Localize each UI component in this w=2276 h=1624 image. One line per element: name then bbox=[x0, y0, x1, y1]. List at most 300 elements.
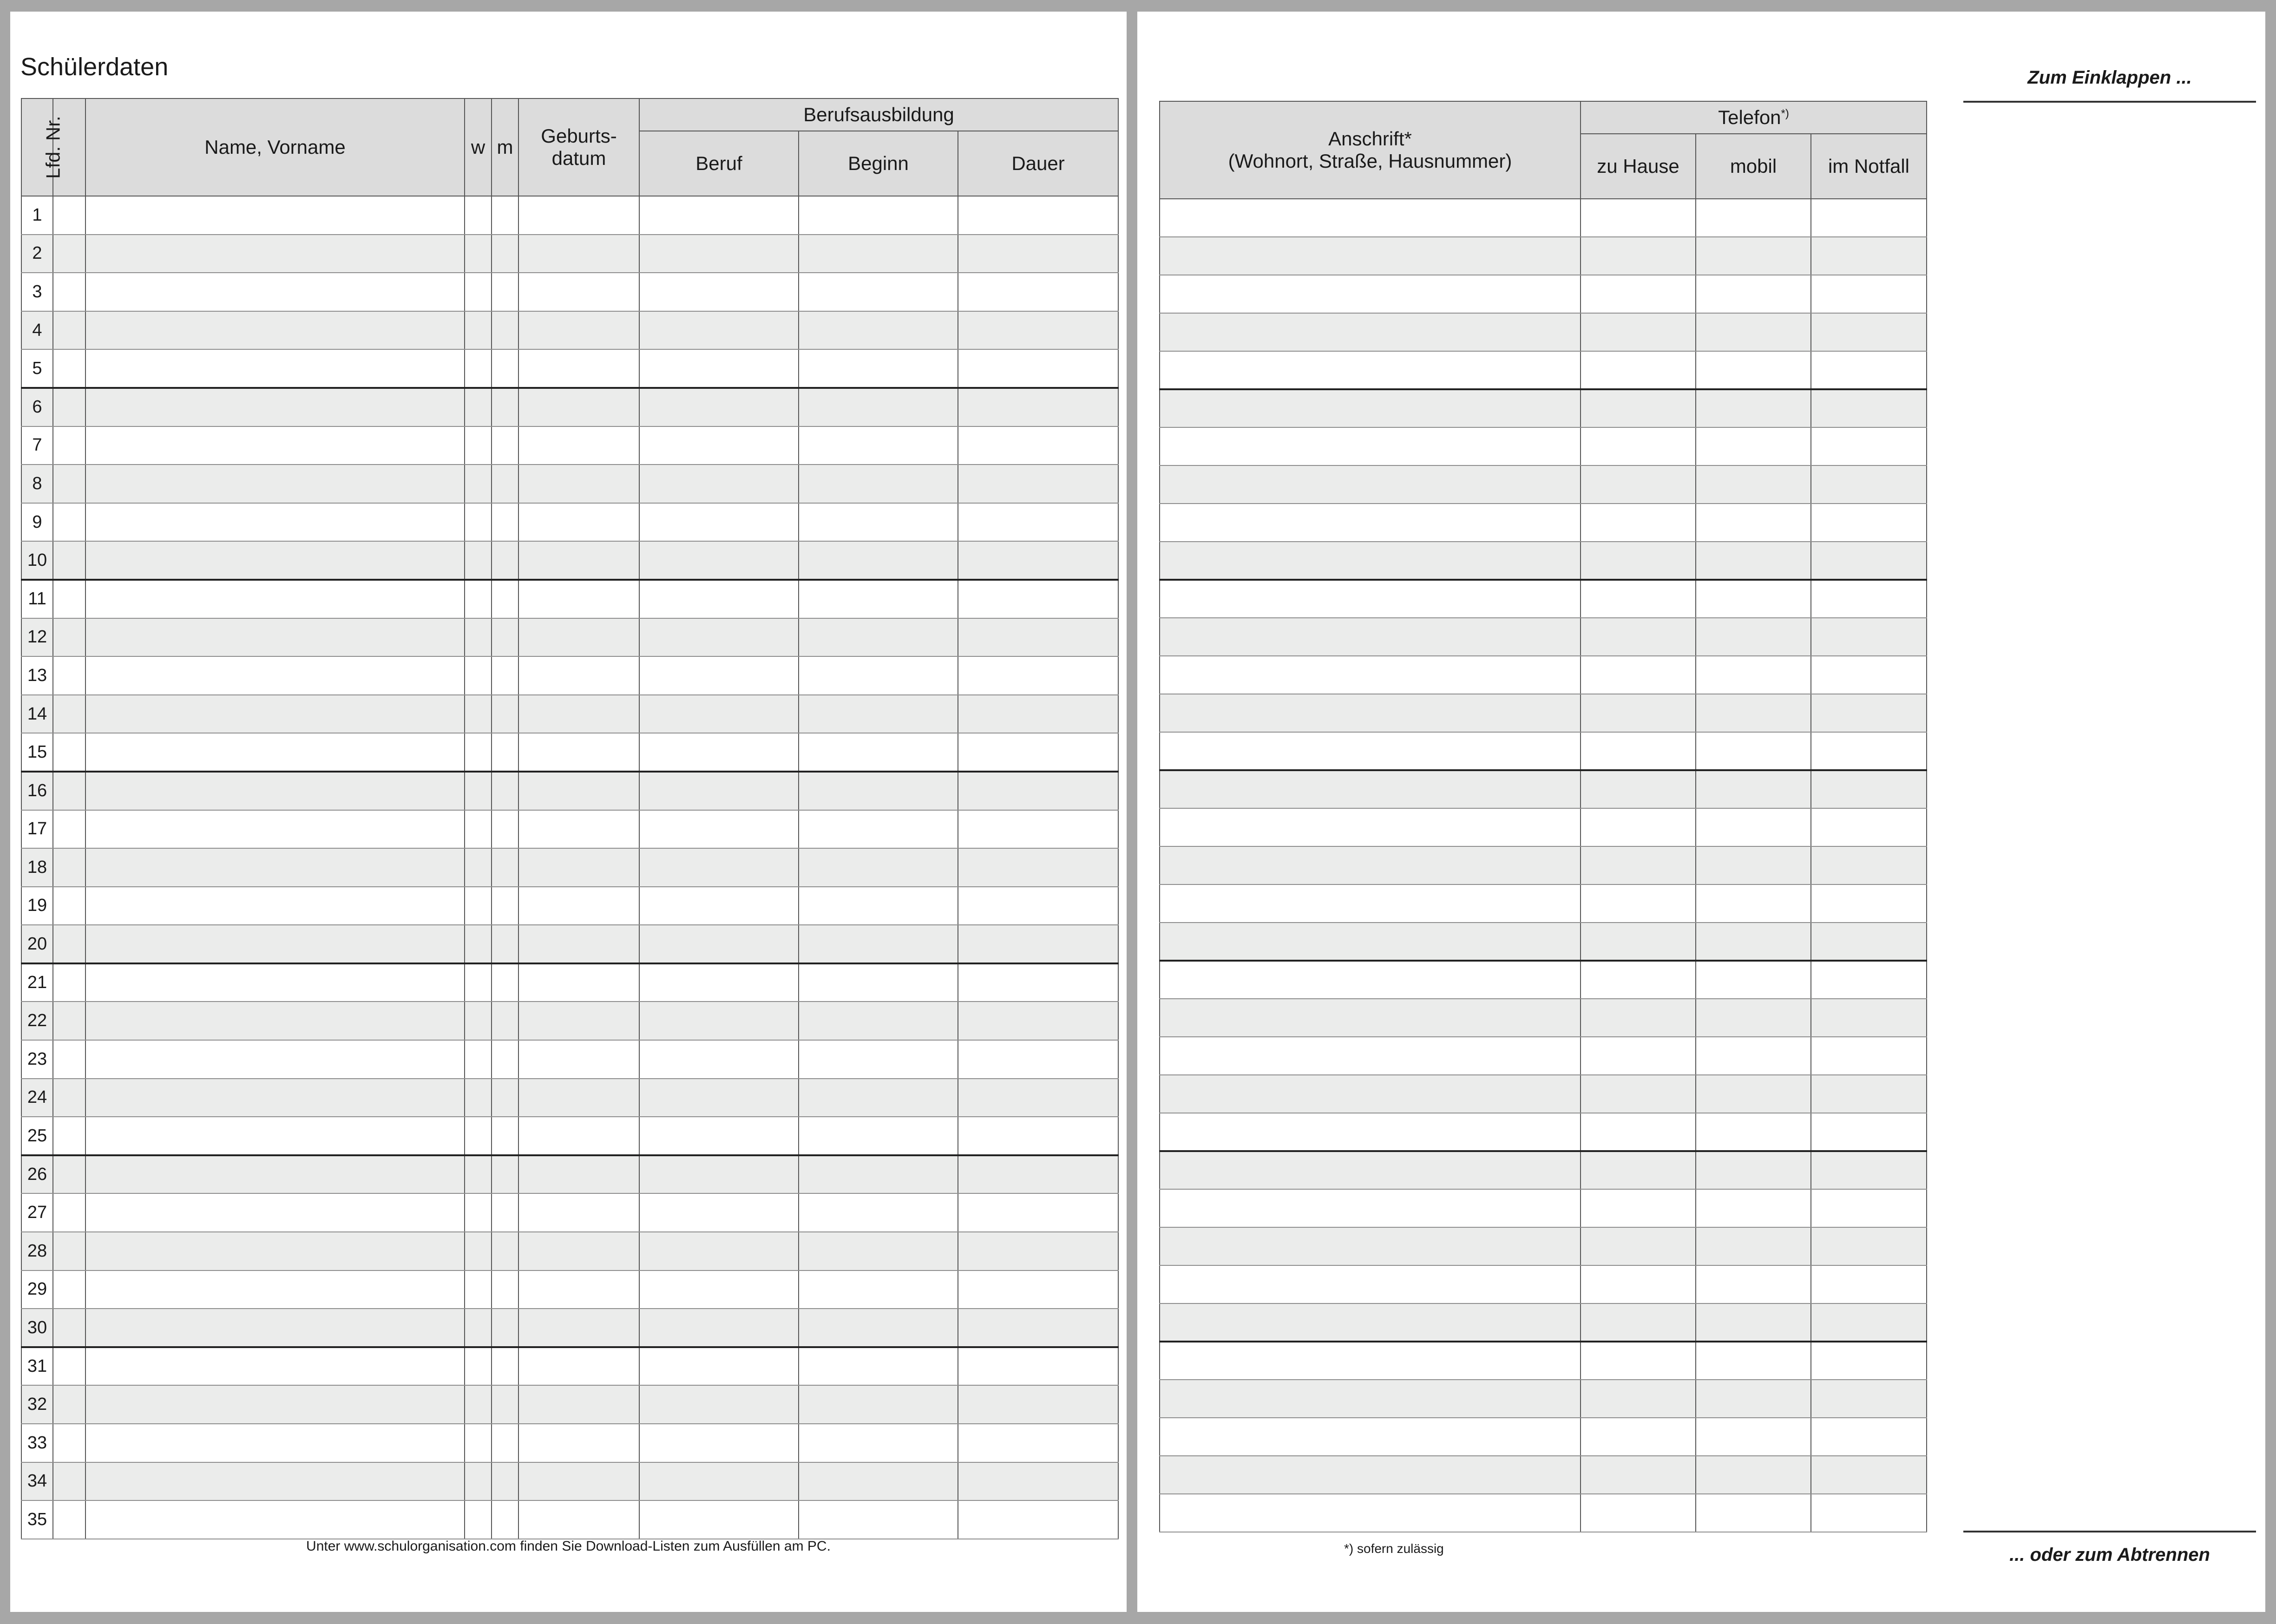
cell-anschrift[interactable] bbox=[1160, 999, 1581, 1037]
cell-anschrift[interactable] bbox=[1160, 1418, 1581, 1456]
cell-mobil[interactable] bbox=[1696, 1494, 1811, 1532]
cell-geburtsdatum[interactable] bbox=[518, 1117, 639, 1155]
cell-beginn[interactable] bbox=[799, 580, 958, 618]
cell-beginn[interactable] bbox=[799, 810, 958, 849]
cell-anschrift[interactable] bbox=[1160, 846, 1581, 884]
cell-dauer[interactable] bbox=[958, 235, 1118, 273]
cell-w[interactable] bbox=[465, 1155, 492, 1194]
cell-name[interactable] bbox=[85, 311, 465, 350]
cell-im-notfall[interactable] bbox=[1811, 1227, 1927, 1265]
cell-w[interactable] bbox=[465, 1462, 492, 1501]
cell-geburtsdatum[interactable] bbox=[518, 1193, 639, 1232]
cell-beginn[interactable] bbox=[799, 1309, 958, 1347]
cell-m[interactable] bbox=[492, 695, 518, 733]
cell-beginn[interactable] bbox=[799, 465, 958, 503]
cell-beruf[interactable] bbox=[639, 1002, 799, 1040]
cell-geburtsdatum[interactable] bbox=[518, 273, 639, 311]
cell-im-notfall[interactable] bbox=[1811, 389, 1927, 427]
cell-im-notfall[interactable] bbox=[1811, 1303, 1927, 1342]
cell-dauer[interactable] bbox=[958, 925, 1118, 963]
cell-beginn[interactable] bbox=[799, 1347, 958, 1386]
cell-im-notfall[interactable] bbox=[1811, 732, 1927, 770]
cell-zu-hause[interactable] bbox=[1581, 389, 1696, 427]
cell-anschrift[interactable] bbox=[1160, 923, 1581, 961]
cell-im-notfall[interactable] bbox=[1811, 1456, 1927, 1494]
cell-beginn[interactable] bbox=[799, 1500, 958, 1539]
cell-dauer[interactable] bbox=[958, 848, 1118, 887]
cell-w[interactable] bbox=[465, 465, 492, 503]
cell-m[interactable] bbox=[492, 772, 518, 810]
cell-m[interactable] bbox=[492, 235, 518, 273]
cell-w[interactable] bbox=[465, 426, 492, 465]
cell-w[interactable] bbox=[465, 695, 492, 733]
cell-beruf[interactable] bbox=[639, 580, 799, 618]
cell-anschrift[interactable] bbox=[1160, 389, 1581, 427]
cell-im-notfall[interactable] bbox=[1811, 999, 1927, 1037]
cell-mobil[interactable] bbox=[1696, 275, 1811, 313]
cell-name[interactable] bbox=[85, 618, 465, 657]
cell-zu-hause[interactable] bbox=[1581, 884, 1696, 923]
cell-name[interactable] bbox=[85, 1500, 465, 1539]
cell-im-notfall[interactable] bbox=[1811, 846, 1927, 884]
cell-beginn[interactable] bbox=[799, 1117, 958, 1155]
cell-name[interactable] bbox=[85, 580, 465, 618]
cell-beginn[interactable] bbox=[799, 426, 958, 465]
cell-mobil[interactable] bbox=[1696, 542, 1811, 580]
cell-dauer[interactable] bbox=[958, 1462, 1118, 1501]
cell-geburtsdatum[interactable] bbox=[518, 810, 639, 849]
cell-mobil[interactable] bbox=[1696, 1418, 1811, 1456]
cell-mobil[interactable] bbox=[1696, 351, 1811, 389]
cell-zu-hause[interactable] bbox=[1581, 1075, 1696, 1113]
cell-beruf[interactable] bbox=[639, 1385, 799, 1424]
cell-beruf[interactable] bbox=[639, 733, 799, 772]
cell-m[interactable] bbox=[492, 887, 518, 925]
cell-beginn[interactable] bbox=[799, 1040, 958, 1079]
cell-dauer[interactable] bbox=[958, 963, 1118, 1002]
cell-dauer[interactable] bbox=[958, 503, 1118, 542]
cell-zu-hause[interactable] bbox=[1581, 1342, 1696, 1380]
cell-dauer[interactable] bbox=[958, 1424, 1118, 1462]
cell-im-notfall[interactable] bbox=[1811, 808, 1927, 846]
cell-zu-hause[interactable] bbox=[1581, 618, 1696, 656]
cell-beginn[interactable] bbox=[799, 1232, 958, 1270]
cell-im-notfall[interactable] bbox=[1811, 427, 1927, 465]
cell-mobil[interactable] bbox=[1696, 1075, 1811, 1113]
cell-mobil[interactable] bbox=[1696, 199, 1811, 237]
cell-mobil[interactable] bbox=[1696, 884, 1811, 923]
cell-name[interactable] bbox=[85, 1385, 465, 1424]
cell-anschrift[interactable] bbox=[1160, 351, 1581, 389]
cell-dauer[interactable] bbox=[958, 656, 1118, 695]
cell-anschrift[interactable] bbox=[1160, 1113, 1581, 1151]
cell-beruf[interactable] bbox=[639, 925, 799, 963]
cell-zu-hause[interactable] bbox=[1581, 237, 1696, 275]
cell-im-notfall[interactable] bbox=[1811, 656, 1927, 694]
cell-mobil[interactable] bbox=[1696, 1303, 1811, 1342]
cell-geburtsdatum[interactable] bbox=[518, 1309, 639, 1347]
cell-m[interactable] bbox=[492, 426, 518, 465]
cell-beginn[interactable] bbox=[799, 656, 958, 695]
cell-geburtsdatum[interactable] bbox=[518, 887, 639, 925]
cell-m[interactable] bbox=[492, 618, 518, 657]
cell-name[interactable] bbox=[85, 1309, 465, 1347]
cell-anschrift[interactable] bbox=[1160, 1037, 1581, 1075]
cell-zu-hause[interactable] bbox=[1581, 542, 1696, 580]
cell-mobil[interactable] bbox=[1696, 618, 1811, 656]
cell-im-notfall[interactable] bbox=[1811, 465, 1927, 504]
cell-zu-hause[interactable] bbox=[1581, 1189, 1696, 1227]
cell-beginn[interactable] bbox=[799, 772, 958, 810]
cell-beginn[interactable] bbox=[799, 695, 958, 733]
cell-geburtsdatum[interactable] bbox=[518, 235, 639, 273]
cell-name[interactable] bbox=[85, 426, 465, 465]
cell-zu-hause[interactable] bbox=[1581, 770, 1696, 808]
cell-beginn[interactable] bbox=[799, 1155, 958, 1194]
cell-dauer[interactable] bbox=[958, 311, 1118, 350]
cell-im-notfall[interactable] bbox=[1811, 199, 1927, 237]
cell-mobil[interactable] bbox=[1696, 1113, 1811, 1151]
cell-geburtsdatum[interactable] bbox=[518, 1500, 639, 1539]
cell-geburtsdatum[interactable] bbox=[518, 1155, 639, 1194]
cell-w[interactable] bbox=[465, 848, 492, 887]
cell-name[interactable] bbox=[85, 1002, 465, 1040]
cell-anschrift[interactable] bbox=[1160, 1494, 1581, 1532]
cell-beruf[interactable] bbox=[639, 1193, 799, 1232]
cell-beruf[interactable] bbox=[639, 1500, 799, 1539]
cell-m[interactable] bbox=[492, 541, 518, 580]
cell-anschrift[interactable] bbox=[1160, 504, 1581, 542]
cell-m[interactable] bbox=[492, 580, 518, 618]
cell-geburtsdatum[interactable] bbox=[518, 388, 639, 426]
cell-im-notfall[interactable] bbox=[1811, 618, 1927, 656]
cell-m[interactable] bbox=[492, 656, 518, 695]
cell-im-notfall[interactable] bbox=[1811, 1075, 1927, 1113]
cell-mobil[interactable] bbox=[1696, 504, 1811, 542]
cell-m[interactable] bbox=[492, 1309, 518, 1347]
cell-anschrift[interactable] bbox=[1160, 237, 1581, 275]
cell-im-notfall[interactable] bbox=[1811, 884, 1927, 923]
cell-dauer[interactable] bbox=[958, 541, 1118, 580]
cell-name[interactable] bbox=[85, 465, 465, 503]
cell-mobil[interactable] bbox=[1696, 1037, 1811, 1075]
cell-beruf[interactable] bbox=[639, 541, 799, 580]
cell-geburtsdatum[interactable] bbox=[518, 196, 639, 235]
cell-w[interactable] bbox=[465, 772, 492, 810]
cell-mobil[interactable] bbox=[1696, 694, 1811, 732]
cell-name[interactable] bbox=[85, 196, 465, 235]
cell-zu-hause[interactable] bbox=[1581, 961, 1696, 999]
cell-beginn[interactable] bbox=[799, 1002, 958, 1040]
cell-w[interactable] bbox=[465, 503, 492, 542]
cell-im-notfall[interactable] bbox=[1811, 1418, 1927, 1456]
cell-beruf[interactable] bbox=[639, 388, 799, 426]
cell-im-notfall[interactable] bbox=[1811, 1151, 1927, 1189]
cell-name[interactable] bbox=[85, 1155, 465, 1194]
cell-zu-hause[interactable] bbox=[1581, 732, 1696, 770]
cell-anschrift[interactable] bbox=[1160, 961, 1581, 999]
cell-dauer[interactable] bbox=[958, 426, 1118, 465]
cell-w[interactable] bbox=[465, 1002, 492, 1040]
cell-beginn[interactable] bbox=[799, 1270, 958, 1309]
cell-dauer[interactable] bbox=[958, 1193, 1118, 1232]
cell-beruf[interactable] bbox=[639, 848, 799, 887]
cell-anschrift[interactable] bbox=[1160, 1151, 1581, 1189]
cell-name[interactable] bbox=[85, 848, 465, 887]
cell-im-notfall[interactable] bbox=[1811, 504, 1927, 542]
cell-name[interactable] bbox=[85, 810, 465, 849]
cell-beruf[interactable] bbox=[639, 963, 799, 1002]
cell-m[interactable] bbox=[492, 848, 518, 887]
cell-dauer[interactable] bbox=[958, 1002, 1118, 1040]
cell-geburtsdatum[interactable] bbox=[518, 1002, 639, 1040]
cell-zu-hause[interactable] bbox=[1581, 1037, 1696, 1075]
cell-m[interactable] bbox=[492, 1117, 518, 1155]
cell-m[interactable] bbox=[492, 963, 518, 1002]
cell-im-notfall[interactable] bbox=[1811, 542, 1927, 580]
cell-zu-hause[interactable] bbox=[1581, 846, 1696, 884]
cell-dauer[interactable] bbox=[958, 887, 1118, 925]
cell-im-notfall[interactable] bbox=[1811, 1342, 1927, 1380]
cell-beginn[interactable] bbox=[799, 311, 958, 350]
cell-beginn[interactable] bbox=[799, 618, 958, 657]
cell-m[interactable] bbox=[492, 1193, 518, 1232]
cell-dauer[interactable] bbox=[958, 695, 1118, 733]
cell-m[interactable] bbox=[492, 503, 518, 542]
cell-im-notfall[interactable] bbox=[1811, 237, 1927, 275]
cell-mobil[interactable] bbox=[1696, 465, 1811, 504]
cell-mobil[interactable] bbox=[1696, 1342, 1811, 1380]
cell-beruf[interactable] bbox=[639, 810, 799, 849]
cell-anschrift[interactable] bbox=[1160, 884, 1581, 923]
cell-im-notfall[interactable] bbox=[1811, 1494, 1927, 1532]
cell-mobil[interactable] bbox=[1696, 923, 1811, 961]
cell-zu-hause[interactable] bbox=[1581, 694, 1696, 732]
cell-dauer[interactable] bbox=[958, 810, 1118, 849]
cell-m[interactable] bbox=[492, 1232, 518, 1270]
cell-beginn[interactable] bbox=[799, 733, 958, 772]
cell-beruf[interactable] bbox=[639, 235, 799, 273]
cell-beruf[interactable] bbox=[639, 1347, 799, 1386]
cell-w[interactable] bbox=[465, 1079, 492, 1117]
cell-w[interactable] bbox=[465, 733, 492, 772]
cell-beruf[interactable] bbox=[639, 887, 799, 925]
cell-mobil[interactable] bbox=[1696, 313, 1811, 351]
cell-im-notfall[interactable] bbox=[1811, 1037, 1927, 1075]
cell-beginn[interactable] bbox=[799, 388, 958, 426]
cell-anschrift[interactable] bbox=[1160, 275, 1581, 313]
cell-m[interactable] bbox=[492, 810, 518, 849]
cell-beruf[interactable] bbox=[639, 311, 799, 350]
cell-w[interactable] bbox=[465, 925, 492, 963]
cell-beruf[interactable] bbox=[639, 618, 799, 657]
cell-anschrift[interactable] bbox=[1160, 427, 1581, 465]
cell-mobil[interactable] bbox=[1696, 846, 1811, 884]
cell-dauer[interactable] bbox=[958, 1155, 1118, 1194]
cell-name[interactable] bbox=[85, 1424, 465, 1462]
cell-name[interactable] bbox=[85, 925, 465, 963]
cell-mobil[interactable] bbox=[1696, 237, 1811, 275]
cell-geburtsdatum[interactable] bbox=[518, 656, 639, 695]
cell-mobil[interactable] bbox=[1696, 1265, 1811, 1303]
cell-dauer[interactable] bbox=[958, 772, 1118, 810]
cell-im-notfall[interactable] bbox=[1811, 770, 1927, 808]
cell-beruf[interactable] bbox=[639, 273, 799, 311]
cell-beginn[interactable] bbox=[799, 349, 958, 388]
cell-anschrift[interactable] bbox=[1160, 770, 1581, 808]
cell-anschrift[interactable] bbox=[1160, 618, 1581, 656]
cell-beruf[interactable] bbox=[639, 1424, 799, 1462]
cell-mobil[interactable] bbox=[1696, 580, 1811, 618]
cell-anschrift[interactable] bbox=[1160, 1075, 1581, 1113]
cell-dauer[interactable] bbox=[958, 1270, 1118, 1309]
cell-beginn[interactable] bbox=[799, 503, 958, 542]
cell-mobil[interactable] bbox=[1696, 999, 1811, 1037]
cell-zu-hause[interactable] bbox=[1581, 1494, 1696, 1532]
cell-dauer[interactable] bbox=[958, 1232, 1118, 1270]
cell-mobil[interactable] bbox=[1696, 1151, 1811, 1189]
cell-beginn[interactable] bbox=[799, 1424, 958, 1462]
cell-beruf[interactable] bbox=[639, 1117, 799, 1155]
cell-beginn[interactable] bbox=[799, 1079, 958, 1117]
cell-beruf[interactable] bbox=[639, 772, 799, 810]
cell-mobil[interactable] bbox=[1696, 427, 1811, 465]
cell-geburtsdatum[interactable] bbox=[518, 580, 639, 618]
cell-m[interactable] bbox=[492, 1385, 518, 1424]
cell-w[interactable] bbox=[465, 1385, 492, 1424]
cell-beruf[interactable] bbox=[639, 1040, 799, 1079]
cell-mobil[interactable] bbox=[1696, 770, 1811, 808]
cell-im-notfall[interactable] bbox=[1811, 275, 1927, 313]
cell-name[interactable] bbox=[85, 1462, 465, 1501]
cell-w[interactable] bbox=[465, 1424, 492, 1462]
cell-zu-hause[interactable] bbox=[1581, 351, 1696, 389]
cell-w[interactable] bbox=[465, 1270, 492, 1309]
cell-beruf[interactable] bbox=[639, 349, 799, 388]
cell-beginn[interactable] bbox=[799, 1385, 958, 1424]
cell-m[interactable] bbox=[492, 1270, 518, 1309]
cell-name[interactable] bbox=[85, 1193, 465, 1232]
cell-geburtsdatum[interactable] bbox=[518, 733, 639, 772]
cell-beruf[interactable] bbox=[639, 465, 799, 503]
cell-m[interactable] bbox=[492, 349, 518, 388]
cell-name[interactable] bbox=[85, 1040, 465, 1079]
cell-name[interactable] bbox=[85, 235, 465, 273]
cell-m[interactable] bbox=[492, 1462, 518, 1501]
cell-geburtsdatum[interactable] bbox=[518, 426, 639, 465]
cell-geburtsdatum[interactable] bbox=[518, 695, 639, 733]
cell-w[interactable] bbox=[465, 1500, 492, 1539]
cell-name[interactable] bbox=[85, 963, 465, 1002]
cell-mobil[interactable] bbox=[1696, 732, 1811, 770]
cell-name[interactable] bbox=[85, 1232, 465, 1270]
cell-beruf[interactable] bbox=[639, 1270, 799, 1309]
cell-anschrift[interactable] bbox=[1160, 656, 1581, 694]
cell-im-notfall[interactable] bbox=[1811, 313, 1927, 351]
cell-geburtsdatum[interactable] bbox=[518, 618, 639, 657]
cell-beginn[interactable] bbox=[799, 887, 958, 925]
cell-zu-hause[interactable] bbox=[1581, 1151, 1696, 1189]
cell-dauer[interactable] bbox=[958, 349, 1118, 388]
cell-dauer[interactable] bbox=[958, 1500, 1118, 1539]
cell-beginn[interactable] bbox=[799, 1462, 958, 1501]
cell-zu-hause[interactable] bbox=[1581, 1303, 1696, 1342]
cell-w[interactable] bbox=[465, 580, 492, 618]
cell-geburtsdatum[interactable] bbox=[518, 772, 639, 810]
cell-dauer[interactable] bbox=[958, 1079, 1118, 1117]
cell-mobil[interactable] bbox=[1696, 1456, 1811, 1494]
cell-zu-hause[interactable] bbox=[1581, 313, 1696, 351]
cell-name[interactable] bbox=[85, 695, 465, 733]
cell-beginn[interactable] bbox=[799, 1193, 958, 1232]
cell-mobil[interactable] bbox=[1696, 1380, 1811, 1418]
cell-geburtsdatum[interactable] bbox=[518, 925, 639, 963]
cell-m[interactable] bbox=[492, 196, 518, 235]
cell-beginn[interactable] bbox=[799, 925, 958, 963]
cell-beginn[interactable] bbox=[799, 541, 958, 580]
cell-geburtsdatum[interactable] bbox=[518, 1232, 639, 1270]
cell-mobil[interactable] bbox=[1696, 961, 1811, 999]
cell-beruf[interactable] bbox=[639, 1462, 799, 1501]
cell-anschrift[interactable] bbox=[1160, 542, 1581, 580]
cell-geburtsdatum[interactable] bbox=[518, 465, 639, 503]
cell-zu-hause[interactable] bbox=[1581, 1418, 1696, 1456]
cell-im-notfall[interactable] bbox=[1811, 1380, 1927, 1418]
cell-zu-hause[interactable] bbox=[1581, 999, 1696, 1037]
cell-beruf[interactable] bbox=[639, 656, 799, 695]
cell-zu-hause[interactable] bbox=[1581, 656, 1696, 694]
cell-w[interactable] bbox=[465, 1040, 492, 1079]
cell-name[interactable] bbox=[85, 388, 465, 426]
cell-beruf[interactable] bbox=[639, 1309, 799, 1347]
cell-name[interactable] bbox=[85, 1117, 465, 1155]
cell-w[interactable] bbox=[465, 810, 492, 849]
cell-beginn[interactable] bbox=[799, 235, 958, 273]
cell-beginn[interactable] bbox=[799, 196, 958, 235]
cell-zu-hause[interactable] bbox=[1581, 923, 1696, 961]
cell-im-notfall[interactable] bbox=[1811, 694, 1927, 732]
cell-zu-hause[interactable] bbox=[1581, 275, 1696, 313]
cell-geburtsdatum[interactable] bbox=[518, 1040, 639, 1079]
cell-mobil[interactable] bbox=[1696, 389, 1811, 427]
cell-w[interactable] bbox=[465, 273, 492, 311]
cell-w[interactable] bbox=[465, 349, 492, 388]
cell-dauer[interactable] bbox=[958, 1117, 1118, 1155]
cell-beruf[interactable] bbox=[639, 1155, 799, 1194]
cell-m[interactable] bbox=[492, 1040, 518, 1079]
cell-name[interactable] bbox=[85, 656, 465, 695]
cell-beruf[interactable] bbox=[639, 1232, 799, 1270]
cell-w[interactable] bbox=[465, 388, 492, 426]
cell-m[interactable] bbox=[492, 311, 518, 350]
cell-im-notfall[interactable] bbox=[1811, 1265, 1927, 1303]
cell-name[interactable] bbox=[85, 503, 465, 542]
cell-m[interactable] bbox=[492, 1079, 518, 1117]
cell-m[interactable] bbox=[492, 1347, 518, 1386]
cell-anschrift[interactable] bbox=[1160, 808, 1581, 846]
cell-dauer[interactable] bbox=[958, 733, 1118, 772]
cell-w[interactable] bbox=[465, 196, 492, 235]
cell-zu-hause[interactable] bbox=[1581, 1113, 1696, 1151]
cell-geburtsdatum[interactable] bbox=[518, 848, 639, 887]
cell-beruf[interactable] bbox=[639, 196, 799, 235]
cell-zu-hause[interactable] bbox=[1581, 427, 1696, 465]
cell-anschrift[interactable] bbox=[1160, 1303, 1581, 1342]
cell-w[interactable] bbox=[465, 541, 492, 580]
cell-m[interactable] bbox=[492, 1500, 518, 1539]
cell-zu-hause[interactable] bbox=[1581, 580, 1696, 618]
cell-anschrift[interactable] bbox=[1160, 1227, 1581, 1265]
